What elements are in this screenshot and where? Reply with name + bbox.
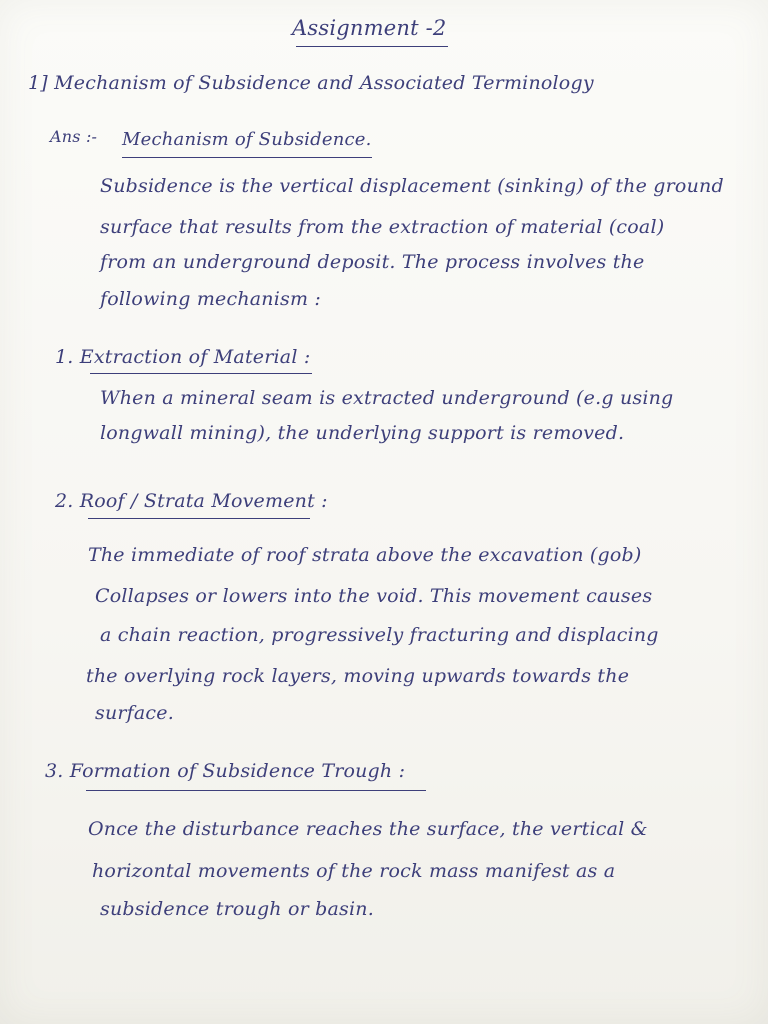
item-1-line: When a mineral seam is extracted underground (e.g using <box>100 387 674 409</box>
item-1-underline <box>90 373 312 374</box>
item-2-line: a chain reaction, progressively fracturing and displacing <box>100 624 659 646</box>
item-2-line: the overlying rock layers, moving upwards towards the <box>86 665 630 687</box>
item-2-line: Collapses or lowers into the void. This movement causes <box>95 585 653 607</box>
intro-line: following mechanism : <box>100 288 322 310</box>
intro-line: from an underground deposit. The process involves the <box>100 251 645 273</box>
answer-label: Ans :- <box>50 127 98 146</box>
intro-line: surface that results from the extraction of material (coal) <box>100 216 665 238</box>
item-3-heading: 3. Formation of Subsidence Trough : <box>45 760 406 782</box>
intro-line: Subsidence is the vertical displacement (sinking) of the ground <box>100 175 724 197</box>
item-2-line: The immediate of roof strata above the excavation (gob) <box>88 544 642 566</box>
title-underline <box>296 46 448 47</box>
section-heading: Mechanism of Subsidence. <box>122 129 372 150</box>
section-heading-underline <box>122 157 372 158</box>
item-1-line: longwall mining), the underlying support is removed. <box>100 422 625 444</box>
item-3-underline <box>86 790 426 791</box>
question-heading: 1] Mechanism of Subsidence and Associated Terminology <box>28 72 594 94</box>
item-2-line: surface. <box>95 702 174 724</box>
item-1-heading: 1. Extraction of Material : <box>55 346 311 368</box>
item-3-line: Once the disturbance reaches the surface, the vertical & <box>88 818 648 840</box>
item-3-line: horizontal movements of the rock mass manifest as a <box>92 860 616 882</box>
item-2-heading: 2. Roof / Strata Movement : <box>55 490 328 512</box>
item-2-underline <box>88 518 310 519</box>
item-3-line: subsidence trough or basin. <box>100 898 374 920</box>
assignment-title: Assignment -2 <box>292 16 447 40</box>
